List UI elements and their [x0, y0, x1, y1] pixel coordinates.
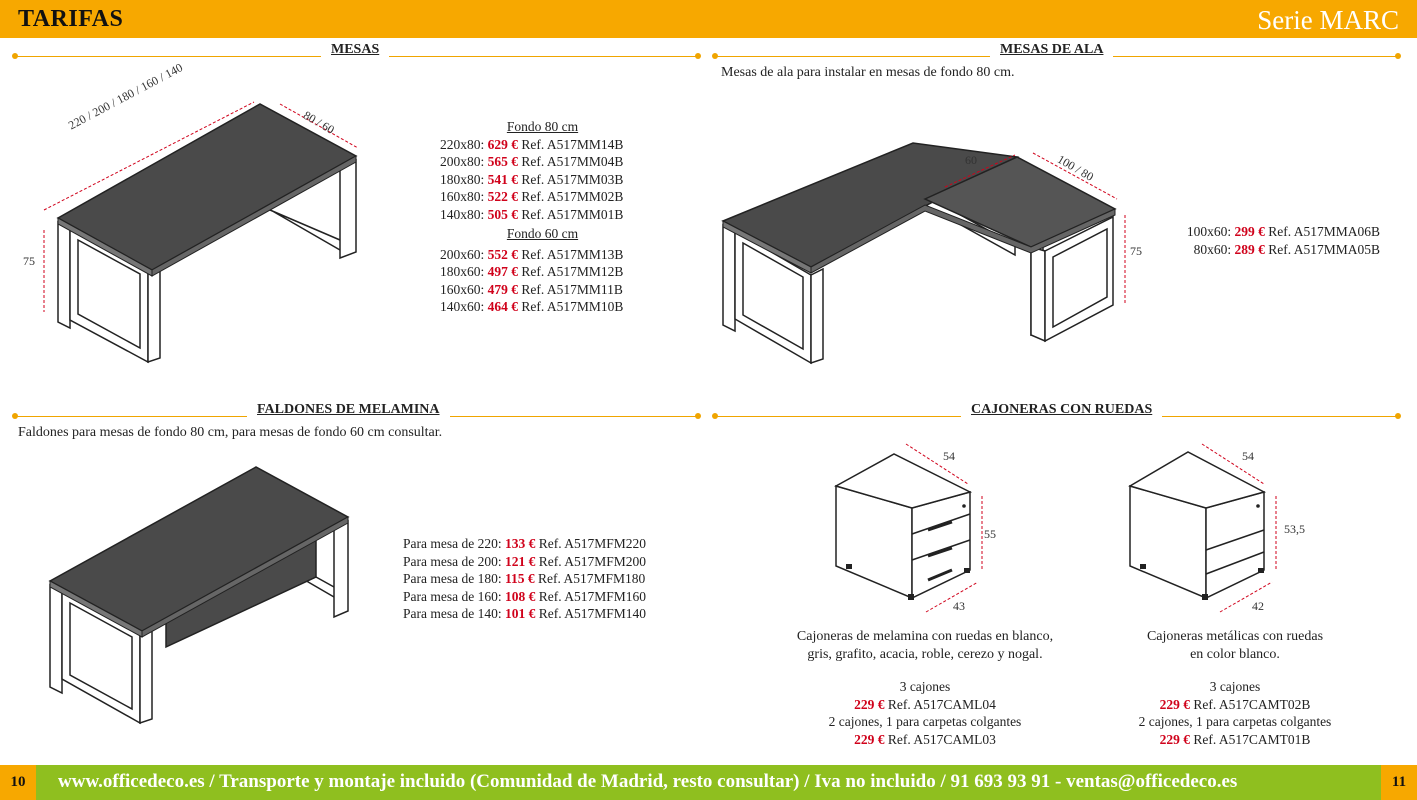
dim-melamine-width: 54	[943, 449, 955, 463]
page-number-right: 11	[1381, 765, 1417, 800]
melamine-desc-line1: Cajoneras de melamina con ruedas en blanco,	[796, 629, 1054, 644]
metal-opt2-label: 2 cajones, 1 para carpetas colgantes	[1138, 714, 1332, 729]
metal-description	[1090, 628, 1380, 664]
melamine-desc-line2: gris, grafito, acacia, roble, cerezo y nogal.	[807, 647, 1043, 662]
metal-opt1-label: 3 cajones	[1209, 679, 1261, 694]
melamine-options	[760, 678, 1090, 748]
dim-wing-length: 100 / 80	[1055, 152, 1097, 184]
price-row: Para mesa de 160: 108 € Ref. A517MFM160	[403, 588, 646, 604]
intro-faldones: Faldones para mesas de fondo 80 cm, para mesas de fondo 60 cm consultar.	[18, 425, 443, 440]
metal-opt2-price-row: 229 € Ref. A517CAMT01B	[1159, 731, 1311, 747]
price-row: Para mesa de 200: 121 € Ref. A517MFM200	[403, 553, 646, 569]
melamine-opt2-price-row: 229 € Ref. A517CAML03	[854, 731, 996, 747]
metal-desc-line1: Cajoneras metálicas con ruedas	[1146, 629, 1324, 644]
price-row: Para mesa de 140: 101 € Ref. A517MFM140	[403, 606, 646, 621]
price-list-fondo80	[440, 118, 645, 316]
price-row: 200x80: 565 € Ref. A517MM04B	[440, 154, 624, 169]
melamine-opt1-label: 3 cajones	[899, 679, 951, 694]
price-row: 80x60: 289 € Ref. A517MMA05B	[1193, 241, 1380, 257]
page-number-left: 10	[0, 765, 36, 800]
price-list-mesas-ala	[1170, 223, 1380, 258]
metal-desc-line2: en color blanco.	[1190, 647, 1280, 662]
price-row: 200x60: 552 € Ref. A517MM13B	[440, 246, 624, 262]
price-row: 160x60: 479 € Ref. A517MM11B	[440, 281, 623, 297]
section-title-mesas-ala: MESAS DE ALA	[990, 42, 1113, 58]
section-title-cajoneras: CAJONERAS CON RUEDAS	[961, 402, 1162, 418]
price-row: 140x60: 464 € Ref. A517MM10B	[440, 299, 624, 314]
footer-bar	[0, 765, 1417, 800]
price-row: 100x60: 299 € Ref. A517MMA06B	[1186, 224, 1380, 239]
price-row: Para mesa de 180: 115 € Ref. A517MFM180	[403, 571, 646, 586]
dim-metal-height: 53,5	[1284, 522, 1305, 536]
metal-options	[1090, 678, 1380, 748]
dim-wing-height: 75	[1130, 244, 1142, 258]
dim-wing-width: 60	[965, 153, 977, 167]
page-title: TARIFAS	[18, 6, 124, 32]
metal-opt1-price-row: 229 € Ref. A517CAMT02B	[1159, 696, 1311, 712]
modesty-panel-illustration	[40, 465, 360, 735]
melamine-pedestal-illustration	[830, 440, 1010, 620]
price-list-faldones	[403, 535, 646, 623]
heading-fondo60: Fondo 60 cm	[506, 226, 579, 241]
price-row: 160x80: 522 € Ref. A517MM02B	[440, 189, 624, 204]
section-title-mesas: MESAS	[321, 42, 389, 58]
metal-pedestal-illustration	[1124, 440, 1304, 620]
dim-desk-length: 220 / 200 / 180 / 160 / 140	[66, 60, 186, 133]
dim-melamine-height: 55	[984, 527, 996, 541]
melamine-opt2-label: 2 cajones, 1 para carpetas colgantes	[828, 714, 1022, 729]
dim-desk-depth: 80 / 60	[301, 108, 337, 137]
footer-contact-text: www.officedeco.es / Transporte y montaje incluido (Comunidad de Madrid, resto consultar) / Iva no incluido / 91 693 93 91 - ventas@officedeco.es	[58, 771, 1238, 792]
dim-desk-height: 75	[23, 254, 35, 268]
melamine-opt1-price-row: 229 € Ref. A517CAML04	[854, 696, 996, 712]
header-bar	[0, 0, 1417, 38]
price-row: 140x80: 505 € Ref. A517MM01B	[440, 206, 624, 222]
intro-mesas-ala: Mesas de ala para instalar en mesas de fondo 80 cm.	[721, 65, 1015, 80]
price-row: 220x80: 629 € Ref. A517MM14B	[440, 136, 624, 152]
price-row: Para mesa de 220: 133 € Ref. A517MFM220	[403, 536, 646, 551]
section-title-faldones: FALDONES DE MELAMINA	[247, 402, 450, 418]
dim-metal-width: 54	[1242, 449, 1254, 463]
price-row: 180x60: 497 € Ref. A517MM12B	[440, 264, 624, 279]
dim-metal-depth: 42	[1252, 599, 1264, 613]
dim-melamine-depth: 43	[953, 599, 965, 613]
heading-fondo80: Fondo 80 cm	[506, 119, 579, 134]
price-row: 180x80: 541 € Ref. A517MM03B	[440, 171, 624, 187]
melamine-description	[760, 628, 1090, 664]
series-name: Serie MARC	[1257, 5, 1399, 35]
